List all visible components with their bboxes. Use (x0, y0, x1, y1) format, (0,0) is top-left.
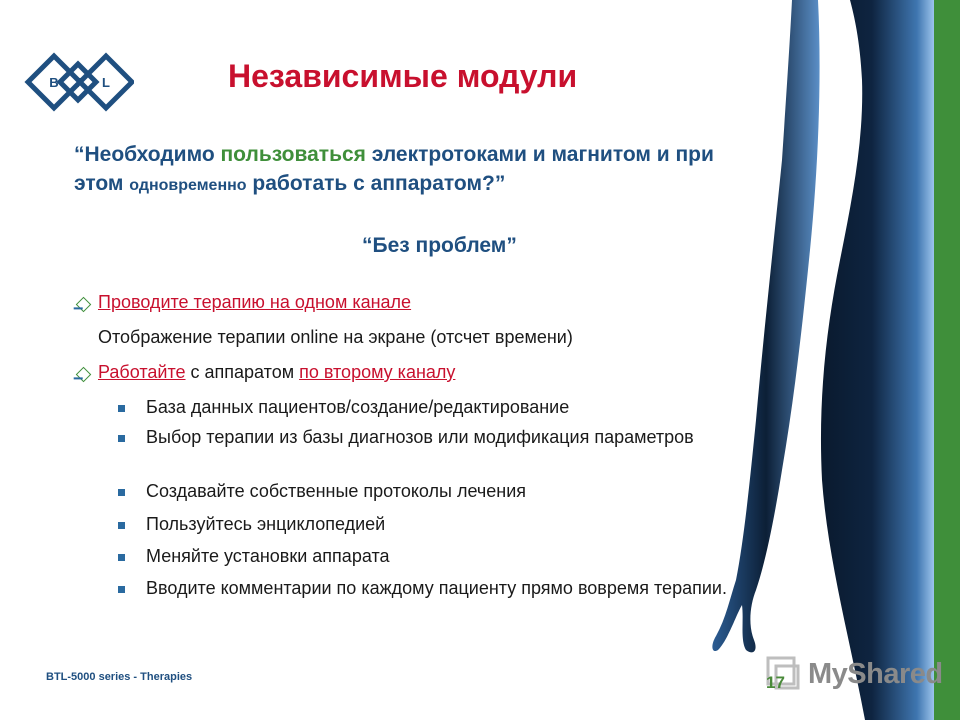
sub-item: Меняйте установки аппарата (146, 546, 390, 566)
page-number: 17 (766, 673, 785, 692)
bullet-2-red-text-2: по второму каналу (299, 362, 456, 382)
question-quote (74, 140, 714, 200)
svg-text:T: T (74, 75, 82, 90)
btl-logo (22, 48, 134, 116)
square-bullet-icon (118, 405, 125, 412)
quote-part-5: работать с аппаратом?” (246, 172, 506, 195)
quote-part-3: электротоками и магнитом и при этом (74, 143, 714, 195)
sub-item: Пользуйтесь энциклопедией (146, 514, 386, 534)
watermark-text: MyShared (808, 658, 943, 690)
sub-item: Создавайте собственные протоколы лечения (146, 481, 527, 501)
sub-item: База данных пациентов/создание/редактирование (146, 397, 570, 417)
svg-text:B: B (49, 75, 59, 90)
right-green-bar (934, 0, 960, 720)
square-bullet-icon (118, 489, 125, 496)
bullet-1-detail: Отображение терапии online на экране (отсчет времени) (98, 327, 573, 347)
answer-quote: “Без проблем” (362, 234, 517, 257)
bullet-2-red-text-1: Работайте (98, 362, 186, 382)
bullet-1-red-text: Проводите терапию на одном канале (98, 292, 412, 312)
svg-text:L: L (102, 75, 110, 90)
quote-green-word: пользоваться (220, 143, 366, 166)
sub-item: Вводите комментарии по каждому пациенту прямо вовремя терапии. (146, 578, 727, 598)
bullet-2-middle-text: с аппаратом (185, 362, 300, 382)
human-figure-image (700, 0, 934, 720)
diamond-bullet-icon (76, 367, 92, 383)
footer-text: BTL-5000 series - Therapies (46, 671, 193, 683)
square-bullet-icon (118, 586, 125, 593)
diamond-bullet-icon (76, 297, 92, 313)
square-bullet-icon (118, 435, 125, 442)
bullet-2 (98, 362, 455, 383)
quote-part-1: “Необходимо (74, 143, 221, 166)
slide-title: Независимые модули (228, 58, 578, 94)
square-bullet-icon (118, 522, 125, 529)
square-bullet-icon (118, 554, 125, 561)
sub-item: Выбор терапии из базы диагнозов или модификация параметров (146, 427, 694, 447)
quote-small-word: одновременно (129, 177, 247, 194)
